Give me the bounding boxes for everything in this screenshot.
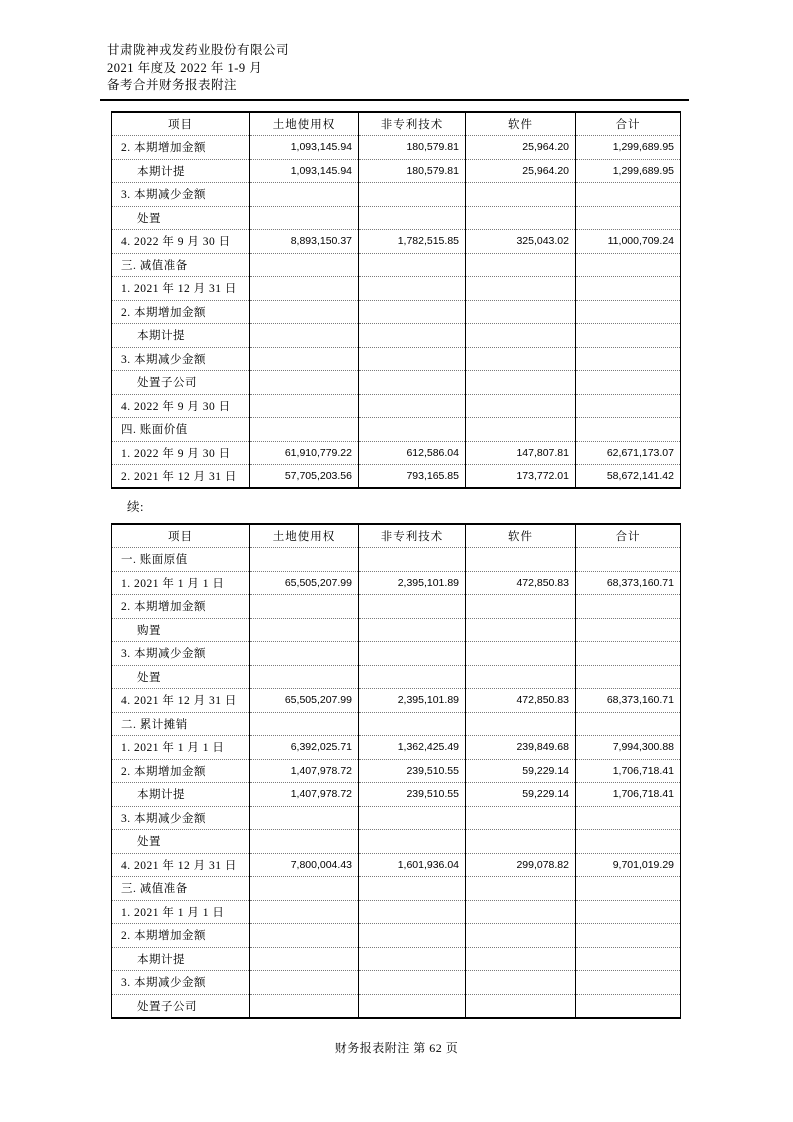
table-row <box>112 230 681 254</box>
value-cell: 68,373,160.71 <box>576 689 681 713</box>
row-label-cell: 2. 2021 年 12 月 31 日 <box>112 465 250 489</box>
value-cell <box>359 394 466 418</box>
value-cell <box>576 300 681 324</box>
table-row <box>112 947 681 971</box>
value-cell <box>576 877 681 901</box>
table-header-row <box>112 112 681 136</box>
value-cell <box>250 947 359 971</box>
value-cell <box>250 806 359 830</box>
value-cell <box>576 924 681 948</box>
value-cell: 173,772.01 <box>466 465 576 489</box>
value-cell <box>576 712 681 736</box>
value-cell <box>250 877 359 901</box>
value-cell <box>466 877 576 901</box>
row-label-cell: 处置 <box>112 665 250 689</box>
value-cell: 180,579.81 <box>359 159 466 183</box>
value-cell <box>359 548 466 572</box>
value-cell: 6,392,025.71 <box>250 736 359 760</box>
value-cell <box>466 971 576 995</box>
value-cell: 11,000,709.24 <box>576 230 681 254</box>
row-label-cell: 购置 <box>112 618 250 642</box>
value-cell <box>359 642 466 666</box>
table-row <box>112 394 681 418</box>
value-cell: 239,510.55 <box>359 759 466 783</box>
column-header: 合计 <box>576 524 681 548</box>
value-cell <box>359 618 466 642</box>
row-label-cell: 3. 本期减少金额 <box>112 971 250 995</box>
column-header: 项目 <box>112 524 250 548</box>
value-cell <box>576 253 681 277</box>
intangible-assets-table-continued-lower <box>111 523 681 1019</box>
value-cell <box>250 300 359 324</box>
column-header: 软件 <box>466 112 576 136</box>
column-header: 土地使用权 <box>250 112 359 136</box>
value-cell <box>250 712 359 736</box>
row-label-cell: 三. 减值准备 <box>112 877 250 901</box>
value-cell <box>466 418 576 442</box>
row-label-cell: 4. 2022 年 9 月 30 日 <box>112 230 250 254</box>
row-label-cell: 本期计提 <box>112 947 250 971</box>
row-label-cell: 处置子公司 <box>112 994 250 1018</box>
table-row <box>112 277 681 301</box>
value-cell <box>466 900 576 924</box>
value-cell: 7,800,004.43 <box>250 853 359 877</box>
table-row <box>112 183 681 207</box>
company-name: 甘肃陇神戎发药业股份有限公司 <box>107 43 290 57</box>
row-label-cell: 2. 本期增加金额 <box>112 136 250 160</box>
row-label-cell: 2. 本期增加金额 <box>112 595 250 619</box>
row-label-cell: 四. 账面价值 <box>112 418 250 442</box>
value-cell <box>576 994 681 1018</box>
value-cell: 59,229.14 <box>466 783 576 807</box>
value-cell <box>576 900 681 924</box>
value-cell <box>359 418 466 442</box>
value-cell: 1,706,718.41 <box>576 783 681 807</box>
row-label-cell: 3. 本期减少金额 <box>112 642 250 666</box>
value-cell: 9,701,019.29 <box>576 853 681 877</box>
value-cell <box>250 665 359 689</box>
table-row <box>112 618 681 642</box>
value-cell <box>359 324 466 348</box>
table-row <box>112 900 681 924</box>
table-row <box>112 418 681 442</box>
value-cell <box>466 277 576 301</box>
table-row <box>112 595 681 619</box>
value-cell <box>576 347 681 371</box>
column-header: 合计 <box>576 112 681 136</box>
row-label-cell: 2. 本期增加金额 <box>112 759 250 783</box>
value-cell: 147,807.81 <box>466 441 576 465</box>
report-title: 备考合并财务报表附注 <box>107 78 238 92</box>
value-cell <box>250 253 359 277</box>
table-row <box>112 347 681 371</box>
value-cell <box>576 206 681 230</box>
page-footer: 财务报表附注 第 62 页 <box>334 1041 459 1055</box>
value-cell <box>576 806 681 830</box>
value-cell: 1,299,689.95 <box>576 136 681 160</box>
table-row <box>112 783 681 807</box>
value-cell <box>250 924 359 948</box>
value-cell <box>250 183 359 207</box>
value-cell: 62,671,173.07 <box>576 441 681 465</box>
value-cell: 68,373,160.71 <box>576 571 681 595</box>
value-cell <box>359 924 466 948</box>
row-label-cell: 本期计提 <box>112 783 250 807</box>
value-cell <box>466 300 576 324</box>
value-cell <box>466 665 576 689</box>
value-cell: 1,093,145.94 <box>250 136 359 160</box>
value-cell <box>466 994 576 1018</box>
table-row <box>112 971 681 995</box>
value-cell <box>466 253 576 277</box>
table-row <box>112 300 681 324</box>
table-row <box>112 324 681 348</box>
table-row <box>112 371 681 395</box>
value-cell <box>576 595 681 619</box>
value-cell <box>466 618 576 642</box>
value-cell <box>466 394 576 418</box>
table-row <box>112 441 681 465</box>
value-cell <box>250 618 359 642</box>
value-cell: 1,407,978.72 <box>250 759 359 783</box>
value-cell <box>250 900 359 924</box>
value-cell <box>576 371 681 395</box>
row-label-cell: 4. 2021 年 12 月 31 日 <box>112 689 250 713</box>
row-label-cell: 二. 累计摊销 <box>112 712 250 736</box>
value-cell <box>576 642 681 666</box>
value-cell <box>466 947 576 971</box>
value-cell <box>576 277 681 301</box>
value-cell <box>359 877 466 901</box>
value-cell <box>576 324 681 348</box>
table-row <box>112 736 681 760</box>
table-header-row <box>112 524 681 548</box>
value-cell <box>466 924 576 948</box>
row-label-cell: 处置子公司 <box>112 371 250 395</box>
value-cell: 325,043.02 <box>466 230 576 254</box>
value-cell <box>576 618 681 642</box>
value-cell <box>359 830 466 854</box>
value-cell: 7,994,300.88 <box>576 736 681 760</box>
row-label-cell: 3. 本期减少金额 <box>112 183 250 207</box>
row-label-cell: 1. 2021 年 1 月 1 日 <box>112 900 250 924</box>
value-cell <box>250 642 359 666</box>
value-cell: 1,407,978.72 <box>250 783 359 807</box>
table-row <box>112 877 681 901</box>
row-label-cell: 3. 本期减少金额 <box>112 347 250 371</box>
value-cell: 61,910,779.22 <box>250 441 359 465</box>
row-label-cell: 本期计提 <box>112 159 250 183</box>
value-cell <box>576 971 681 995</box>
document-header <box>107 42 289 95</box>
intangible-assets-table-continued-upper <box>111 111 681 489</box>
value-cell <box>466 347 576 371</box>
row-label-cell: 1. 2021 年 1 月 1 日 <box>112 571 250 595</box>
row-label-cell: 4. 2021 年 12 月 31 日 <box>112 853 250 877</box>
value-cell <box>466 712 576 736</box>
value-cell <box>576 830 681 854</box>
table-row <box>112 689 681 713</box>
report-period: 2021 年度及 2022 年 1-9 月 <box>107 60 263 75</box>
value-cell <box>576 665 681 689</box>
column-header: 非专利技术 <box>359 112 466 136</box>
value-cell <box>576 418 681 442</box>
column-header: 非专利技术 <box>359 524 466 548</box>
value-cell <box>250 206 359 230</box>
value-cell: 1,093,145.94 <box>250 159 359 183</box>
value-cell <box>466 183 576 207</box>
value-cell: 2,395,101.89 <box>359 689 466 713</box>
table-row <box>112 571 681 595</box>
value-cell <box>359 665 466 689</box>
row-label-cell: 3. 本期减少金额 <box>112 806 250 830</box>
column-header: 项目 <box>112 112 250 136</box>
value-cell <box>359 806 466 830</box>
table-row <box>112 136 681 160</box>
value-cell: 25,964.20 <box>466 136 576 160</box>
value-cell <box>576 548 681 572</box>
value-cell: 239,510.55 <box>359 783 466 807</box>
value-cell: 25,964.20 <box>466 159 576 183</box>
value-cell <box>250 971 359 995</box>
value-cell: 65,505,207.99 <box>250 571 359 595</box>
value-cell <box>250 394 359 418</box>
value-cell <box>359 947 466 971</box>
value-cell <box>359 347 466 371</box>
row-label-cell: 1. 2021 年 12 月 31 日 <box>112 277 250 301</box>
value-cell: 299,078.82 <box>466 853 576 877</box>
value-cell <box>466 595 576 619</box>
header-divider-line <box>100 99 689 101</box>
value-cell <box>250 548 359 572</box>
value-cell <box>359 253 466 277</box>
value-cell <box>250 371 359 395</box>
table-row <box>112 853 681 877</box>
row-label-cell: 处置 <box>112 830 250 854</box>
table-row <box>112 548 681 572</box>
row-label-cell: 处置 <box>112 206 250 230</box>
value-cell <box>466 548 576 572</box>
value-cell <box>466 206 576 230</box>
column-header: 软件 <box>466 524 576 548</box>
value-cell: 1,782,515.85 <box>359 230 466 254</box>
table-row <box>112 759 681 783</box>
value-cell <box>359 994 466 1018</box>
row-label-cell: 1. 2021 年 1 月 1 日 <box>112 736 250 760</box>
value-cell <box>359 300 466 324</box>
row-label-cell: 2. 本期增加金额 <box>112 300 250 324</box>
value-cell: 58,672,141.42 <box>576 465 681 489</box>
value-cell <box>359 900 466 924</box>
value-cell: 1,601,936.04 <box>359 853 466 877</box>
value-cell <box>359 371 466 395</box>
value-cell <box>466 806 576 830</box>
value-cell: 65,505,207.99 <box>250 689 359 713</box>
value-cell: 793,165.85 <box>359 465 466 489</box>
table-row <box>112 206 681 230</box>
value-cell: 1,706,718.41 <box>576 759 681 783</box>
row-label-cell: 4. 2022 年 9 月 30 日 <box>112 394 250 418</box>
row-label-cell: 本期计提 <box>112 324 250 348</box>
table-row <box>112 830 681 854</box>
value-cell <box>466 830 576 854</box>
value-cell <box>250 994 359 1018</box>
value-cell <box>250 830 359 854</box>
column-header: 土地使用权 <box>250 524 359 548</box>
row-label-cell: 2. 本期增加金额 <box>112 924 250 948</box>
value-cell: 239,849.68 <box>466 736 576 760</box>
value-cell <box>466 371 576 395</box>
value-cell <box>466 642 576 666</box>
value-cell <box>250 347 359 371</box>
table-row <box>112 994 681 1018</box>
value-cell <box>466 324 576 348</box>
value-cell: 59,229.14 <box>466 759 576 783</box>
row-label-cell: 三. 减值准备 <box>112 253 250 277</box>
value-cell <box>576 947 681 971</box>
value-cell: 1,362,425.49 <box>359 736 466 760</box>
row-label-cell: 1. 2022 年 9 月 30 日 <box>112 441 250 465</box>
value-cell <box>250 277 359 301</box>
value-cell <box>250 324 359 348</box>
value-cell: 8,893,150.37 <box>250 230 359 254</box>
value-cell: 180,579.81 <box>359 136 466 160</box>
table-row <box>112 253 681 277</box>
value-cell <box>359 183 466 207</box>
value-cell <box>359 971 466 995</box>
table-row <box>112 924 681 948</box>
table-row <box>112 465 681 489</box>
value-cell: 472,850.83 <box>466 571 576 595</box>
value-cell: 472,850.83 <box>466 689 576 713</box>
value-cell: 1,299,689.95 <box>576 159 681 183</box>
value-cell <box>576 394 681 418</box>
value-cell: 612,586.04 <box>359 441 466 465</box>
value-cell <box>359 206 466 230</box>
value-cell <box>576 183 681 207</box>
value-cell <box>359 277 466 301</box>
table-row <box>112 712 681 736</box>
value-cell <box>250 595 359 619</box>
table-row <box>112 806 681 830</box>
continuation-label: 续: <box>127 500 144 514</box>
value-cell <box>359 595 466 619</box>
value-cell: 2,395,101.89 <box>359 571 466 595</box>
table-row <box>112 159 681 183</box>
row-label-cell: 一. 账面原值 <box>112 548 250 572</box>
table-row <box>112 642 681 666</box>
value-cell <box>250 418 359 442</box>
table-row <box>112 665 681 689</box>
value-cell <box>359 712 466 736</box>
value-cell: 57,705,203.56 <box>250 465 359 489</box>
